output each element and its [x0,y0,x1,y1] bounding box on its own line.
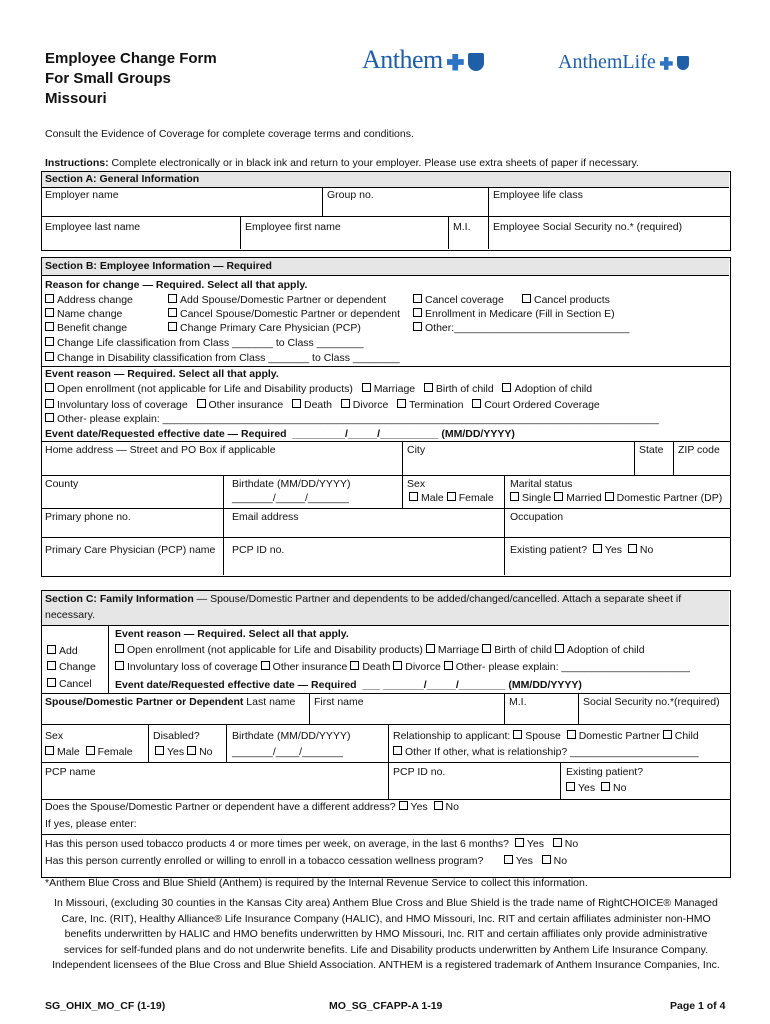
blue-shield-icon [677,56,689,70]
c-event-line-2 [115,661,690,673]
benefit-change-label: Benefit change [57,322,128,334]
anthem-logo-text: Anthem [362,45,443,74]
pcp-id-field[interactable]: PCP ID no. [232,544,285,556]
divider [634,441,635,475]
relationship-label: Relationship to applicant: [393,730,511,742]
email-field[interactable]: Email address [232,511,299,523]
checkbox[interactable] [197,399,206,408]
checkbox[interactable] [393,746,402,755]
domestic-partner-label: Domestic Partner (DP) [616,492,723,504]
diff-no-label: No [445,801,459,813]
anthemlife-logo-text: AnthemLife [558,51,656,73]
checkbox[interactable] [628,544,637,553]
c-sex-label: Sex [45,730,64,742]
adoption-of-child-label: Adoption of child [514,383,593,395]
checkbox[interactable] [502,383,511,392]
event-line-2 [45,399,600,411]
c-involuntary-label: Involuntary loss of coverage [127,661,258,673]
checkbox[interactable] [482,644,491,653]
birthdate-input[interactable]: _______/_____/_______ [232,492,349,504]
checkbox[interactable] [362,383,371,392]
checkbox[interactable] [566,782,575,791]
tob1-yes-label: Yes [526,838,544,850]
divider [560,762,561,799]
c-event-line-1 [115,644,645,656]
checkbox[interactable] [447,492,456,501]
divider [223,475,224,575]
c-other-insurance-label: Other insurance [272,661,348,673]
c-death-label: Death [362,661,391,673]
checkbox[interactable] [663,730,672,739]
checkbox[interactable] [350,661,359,670]
add-spouse-option[interactable] [168,294,386,306]
if-yes-field[interactable]: If yes, please enter: [45,818,137,830]
primary-phone-field[interactable]: Primary phone no. [45,511,131,523]
enrollment-medicare-option[interactable] [413,308,615,320]
other-insurance-label: Other insurance [208,399,284,411]
checkbox[interactable] [155,746,164,755]
checkbox[interactable] [522,294,531,303]
event-line-1 [45,383,592,395]
divider [148,724,149,762]
diff-address-label: Does the Spouse/Domestic Partner or dependent have a different address? [45,801,396,813]
checkbox[interactable] [45,746,54,755]
checkbox[interactable] [472,399,481,408]
title-line-3: Missouri [45,90,107,107]
change-label: Change [59,661,96,673]
event-other-option[interactable] [45,413,659,425]
divider [41,724,730,725]
employee-life-class-field[interactable]: Employee life class [493,189,583,201]
divider [41,216,730,217]
home-address-field[interactable]: Home address — Street and PO Box if applicable [45,444,276,456]
spouse-rel-label: Spouse [525,730,561,742]
divider [488,187,489,249]
tobacco-row-2 [45,855,567,867]
tobacco-row-1 [45,838,578,850]
checkbox[interactable] [413,308,422,317]
employee-ssn-field[interactable]: Employee Social Security no.* (required) [493,221,683,233]
checkbox[interactable] [45,352,54,361]
event-date-label: Event date/Requested effective date — Required [45,428,287,440]
name-change-label: Name change [57,308,123,320]
spouse-first-name-field[interactable]: First name [314,696,364,708]
divider [41,366,730,367]
spouse-mi-field[interactable]: M.I. [509,696,527,708]
checkbox[interactable] [45,308,54,317]
marital-options [510,492,722,504]
divider [402,475,403,508]
checkbox[interactable] [292,399,301,408]
checkbox[interactable] [393,661,402,670]
other-rel-label: Other If other, what is relationship? ______________________ [405,746,699,758]
cancel-label: Cancel [59,678,92,690]
instructions [45,157,639,169]
birth-of-child-label: Birth of child [435,383,494,395]
checkbox[interactable] [513,730,522,739]
c-no-label: No [199,746,213,758]
cancel-coverage-option[interactable] [413,294,504,306]
c-birth-label: Birth of child [494,644,552,656]
other-label: Other:______________________________ [425,322,630,334]
divider [41,799,730,800]
c-pcp-name-field[interactable]: PCP name [45,766,96,778]
c-pcp-id-field[interactable]: PCP ID no. [393,766,446,778]
add-option[interactable] [47,645,78,657]
sex-options [409,492,494,504]
divider [448,216,449,249]
checkbox[interactable] [86,746,95,755]
c-exist-no-label: No [612,782,627,794]
c-event-date-input[interactable]: ___ _______/_____/________ [362,679,506,691]
checkbox[interactable] [168,322,177,331]
divider [41,762,730,763]
checkbox[interactable] [424,383,433,392]
divorce-label: Divorce [352,399,389,411]
tobacco-q2: Has this person currently enrolled or willing to enroll in a tobacco cessation wellness program? [45,855,484,867]
divider [41,693,730,694]
checkbox[interactable] [45,337,54,346]
female-label: Female [458,492,494,504]
city-field[interactable]: City [407,444,426,456]
checkbox[interactable] [426,644,435,653]
c-open-enrollment-label: Open enrollment (not applicable for Life and Disability products) [127,644,423,656]
checkbox[interactable] [413,322,422,331]
divider [41,834,730,835]
c-yes-label: Yes [167,746,185,758]
checkbox[interactable] [115,661,124,670]
benefit-change-option[interactable] [45,322,127,334]
divider [402,441,403,475]
cancel-products-option[interactable] [522,294,610,306]
checkbox[interactable] [261,661,270,670]
checkbox[interactable] [567,730,576,739]
address-change-option[interactable] [45,294,133,306]
cancel-spouse-label: Cancel Spouse/Domestic Partner or dependent [180,308,401,320]
c-male-label: Male [57,746,80,758]
c-existing-options [566,782,626,794]
checkbox[interactable] [409,492,418,501]
checkbox[interactable] [444,661,453,670]
married-label: Married [566,492,602,504]
death-label: Death [304,399,333,411]
involuntary-loss-label: Involuntary loss of coverage [57,399,188,411]
spouse-label: Spouse/Domestic Partner or Dependent [45,696,244,708]
checkbox[interactable] [397,399,406,408]
employee-last-name-field[interactable]: Employee last name [45,221,141,233]
section-c-heading [45,593,681,605]
state-field[interactable]: State [639,444,664,456]
other-option[interactable] [413,322,629,334]
county-field[interactable]: County [45,478,79,490]
single-label: Single [522,492,552,504]
address-change-label: Address change [57,294,133,306]
court-ordered-label: Court Ordered Coverage [484,399,600,411]
tobacco-q1: Has this person used tobacco products 4 or more times per week, on average, in the last 6 months? [45,838,509,850]
anthemlife-logo [558,51,689,74]
cancel-coverage-label: Cancel coverage [425,294,504,306]
change-life-class-label: Change Life classification from Class _______ to Class ________ [57,337,364,349]
disabled-options [155,746,213,758]
checkbox[interactable] [601,782,610,791]
divider [41,475,730,476]
title-line-2: For Small Groups [45,70,171,87]
divider [108,625,109,693]
title-line-1: Employee Change Form [45,50,217,67]
spouse-last-name-field[interactable] [45,696,295,708]
c-divorce-label: Divorce [405,661,441,673]
diff-address-row [45,801,459,813]
divider [504,475,505,575]
cancel-option[interactable] [47,678,92,690]
tob1-no-label: No [564,838,579,850]
checkbox[interactable] [434,801,443,810]
divider [504,693,505,724]
relationship-row [393,730,699,742]
change-disability-class-option[interactable] [45,352,400,364]
add-label: Add [59,645,78,657]
birthdate-label: Birthdate (MM/DD/YYYY) [232,478,351,490]
c-event-date-row [115,679,582,691]
checkbox[interactable] [115,644,124,653]
checkbox[interactable] [504,855,513,864]
event-date-row [45,428,515,440]
employee-first-name-field[interactable]: Employee first name [245,221,341,233]
checkbox[interactable] [45,294,54,303]
other-rel-option[interactable] [393,746,699,758]
c-birthdate-label: Birthdate (MM/DD/YYYY) [232,730,351,742]
checkbox[interactable] [168,294,177,303]
event-other-label: Other- please explain: _____________________________________________________________________________________ [57,413,660,425]
checkbox[interactable] [47,678,56,687]
last-name-label: Last name [243,696,296,708]
change-pcp-option[interactable] [168,322,361,334]
checkbox[interactable] [554,492,563,501]
c-adoption-label: Adoption of child [566,644,645,656]
checkbox[interactable] [45,322,54,331]
anthem-logo [362,45,484,75]
checkbox[interactable] [413,294,422,303]
checkbox[interactable] [47,661,56,670]
checkbox[interactable] [168,308,177,317]
section-c-desc: — Spouse/Domestic Partner and dependents to be added/changed/cancelled. Attach a separate sheet if [193,593,682,605]
section-c-title: Section C: Family Information [45,593,194,605]
event-date-input[interactable]: _________/_____/__________ [292,428,439,440]
c-event-date-label: Event date/Requested effective date — Required [115,679,357,691]
instructions-text: Complete electronically or in black ink and return to your employer. Please use extra sheets of paper if necessary. [108,157,639,169]
divider [240,216,241,249]
marriage-label: Marriage [373,383,416,395]
spouse-ssn-field[interactable]: Social Security no.*(required) [583,696,720,708]
add-spouse-label: Add Spouse/Domestic Partner or dependent [180,294,387,306]
checkbox[interactable] [555,644,564,653]
name-change-option[interactable] [45,308,122,320]
checkbox[interactable] [510,492,519,501]
divider [673,441,674,475]
checkbox[interactable] [47,645,56,654]
change-option[interactable] [47,661,96,673]
cancel-products-label: Cancel products [534,294,610,306]
divider [226,724,227,762]
change-pcp-label: Change Primary Care Physician (PCP) [180,322,361,334]
event-reason-heading: Event reason — Required. Select all that apply. [45,368,279,380]
c-female-label: Female [97,746,133,758]
employee-mi-field[interactable]: M.I. [453,221,471,233]
checkbox[interactable] [45,383,54,392]
c-other-explain-label: Other- please explain: ______________________ [455,661,690,673]
yes-label: Yes [604,544,623,556]
footer-form-code: SG_OHIX_MO_CF (1-19) [45,1000,166,1012]
form-title [45,49,217,109]
divider [322,187,323,216]
checkbox[interactable] [341,399,350,408]
footer-app-code: MO_SG_CFAPP-A 1-19 [329,1000,443,1012]
occupation-field[interactable]: Occupation [510,511,564,523]
cancel-spouse-option[interactable] [168,308,400,320]
divider [41,508,730,509]
tob2-yes-label: Yes [515,855,533,867]
existing-patient-row [510,544,653,556]
section-a-heading: Section A: General Information [45,173,200,185]
dp-rel-label: Domestic Partner [578,730,660,742]
male-label: Male [421,492,444,504]
checkbox[interactable] [45,413,54,422]
divider [41,441,730,442]
section-b-heading: Section B: Employee Information — Required [45,260,272,272]
zip-field[interactable]: ZIP code [678,444,720,456]
child-rel-label: Child [674,730,699,742]
section-c-desc-2: necessary. [45,609,95,621]
employer-name-field[interactable]: Employer name [45,189,119,201]
c-existing-patient-label: Existing patient? [566,766,644,778]
c-exist-yes-label: Yes [578,782,596,794]
existing-patient-label: Existing patient? [510,544,588,556]
c-marriage-label: Marriage [437,644,480,656]
c-birthdate-input[interactable]: _______/____/_______ [232,746,343,758]
disabled-label: Disabled? [153,730,200,742]
checkbox[interactable] [515,838,524,847]
blue-cross-icon [447,54,464,71]
footnote: *Anthem Blue Cross and Blue Shield (Anthem) is required by the Internal Revenue Service to collect this information. [45,877,588,889]
checkbox[interactable] [399,801,408,810]
divider [41,537,730,538]
c-sex-options [45,746,133,758]
marital-status-label: Marital status [510,478,573,490]
instructions-label: Instructions: [45,157,109,169]
checkbox[interactable] [593,544,602,553]
checkbox[interactable] [542,855,551,864]
divider [578,693,579,724]
divider [309,693,310,724]
blue-shield-icon [468,53,484,71]
enrollment-medicare-label: Enrollment in Medicare (Fill in Section E) [425,308,615,320]
c-event-date-format: (MM/DD/YYYY) [508,679,582,691]
checkbox[interactable] [45,399,54,408]
blue-cross-icon [660,57,673,70]
change-disability-class-label: Change in Disability classification from Class _______ to Class ________ [57,352,400,364]
disclaimer: In Missouri, (excluding 30 counties in the Kansas City area) Anthem Blue Cross and Blue Shield is the trade name of RightCHOICE® Managed Care, Inc. (RIT), Healthy Alliance® Life Insurance Company (HALIC), and HMO Missouri, Inc. RIT and certain affiliates administer non-HMO benefits underwritten by HALIC and HMO benefits underwritten by HMO Missouri, Inc. RIT and certain affiliates only provide administrative services for self-funded plans and do not underwrite benefits. Life and Disability products underwritten by Anthem Life Insurance Company. Independent licensees of the Blue Cross and Blue Shield Association. ANTHEM is a registered trademark of Anthem Insurance Companies, Inc. [52,897,720,971]
change-life-class-option[interactable] [45,337,363,349]
sex-label: Sex [407,478,426,490]
checkbox[interactable] [553,838,562,847]
group-no-field[interactable]: Group no. [327,189,374,201]
pcp-name-field[interactable]: Primary Care Physician (PCP) name [45,544,216,556]
checkbox[interactable] [187,746,196,755]
diff-yes-label: Yes [410,801,428,813]
termination-label: Termination [409,399,464,411]
event-date-format: (MM/DD/YYYY) [441,428,515,440]
open-enrollment-label: Open enrollment (not applicable for Life and Disability products) [57,383,353,395]
reason-heading: Reason for change — Required. Select all that apply. [45,279,308,291]
tob2-no-label: No [553,855,568,867]
consult-note: Consult the Evidence of Coverage for complete coverage terms and conditions. [45,128,414,140]
checkbox[interactable] [605,492,614,501]
page-number: Page 1 of 4 [670,1000,726,1012]
c-event-heading: Event reason — Required. Select all that apply. [115,628,349,640]
no-label: No [639,544,654,556]
